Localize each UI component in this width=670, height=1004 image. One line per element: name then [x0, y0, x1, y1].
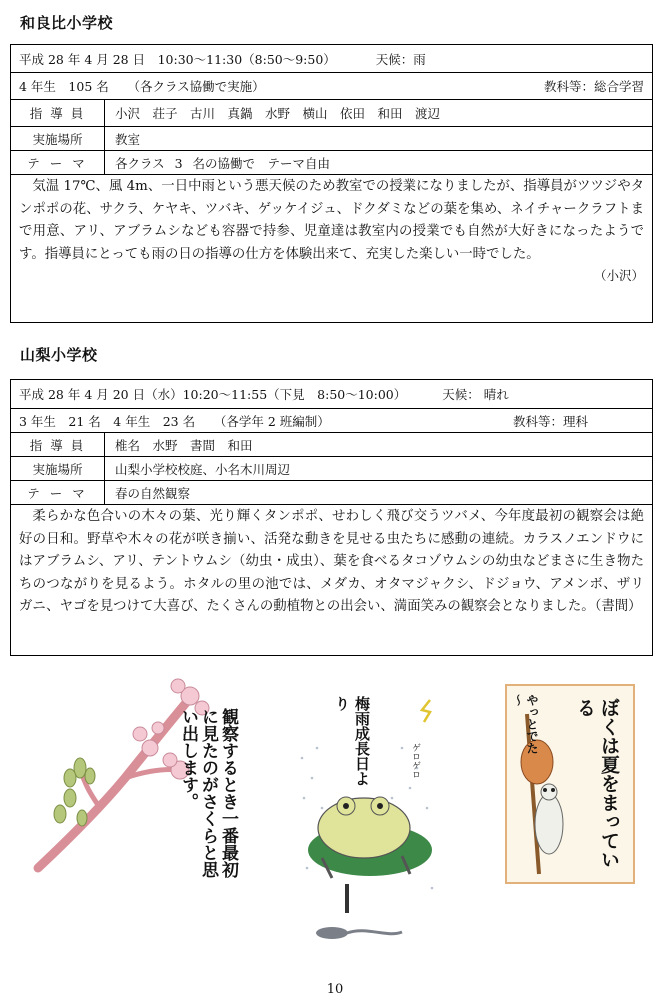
- drawing-cicada: [505, 684, 635, 884]
- signature: （小沢）: [593, 268, 644, 284]
- drawing-1-caption: 観察するとき一番最初に見たのがさくらと思い出します。: [178, 708, 238, 878]
- school-heading-2: 山梨小学校: [20, 346, 98, 364]
- drawing-3-main: ぼくは夏をまっている: [574, 698, 620, 869]
- leaders-row: [11, 100, 652, 127]
- grade-row: [11, 409, 652, 433]
- report-table-1: [10, 44, 653, 323]
- page-number: 10: [326, 982, 344, 997]
- drawing-2-sound: ゲロゲロ: [410, 743, 420, 779]
- school-heading-1: 和良比小学校: [20, 14, 114, 32]
- place-label: 実施場所: [11, 127, 105, 150]
- date-row: [11, 45, 652, 73]
- theme-row: [11, 151, 652, 175]
- theme-label: テ ー マ: [11, 151, 105, 174]
- leaders: 小沢 荘子 古川 真鍋 水野 横山 依田 和田 渡辺: [115, 106, 441, 121]
- date-time: 平成 28 年 4 月 20 日（水）10:20～11:55（下見 8:50～10:00）: [19, 387, 407, 402]
- place-row: [11, 457, 652, 481]
- subject: 教科等：総合学習: [543, 79, 644, 94]
- date-time: 平成 28 年 4 月 28 日 10:30～11:30（8:50～9:50）: [19, 51, 336, 67]
- children-drawings: [0, 668, 670, 968]
- place: 教室: [115, 131, 141, 147]
- place-row: [11, 127, 652, 151]
- report-body-1: 気温 17℃、風 4m、一日中雨という悪天候のため教室での授業になりましたが、指導員がツツジやタンポポの花、サクラ、ケヤキ、ツバキ、ゲッケイジュ、ドクダミなどの葉を集め、ネイチャークラフトまで用意、アリ、アブラムシなども容器で持参、児童達は教室内の授業でも自然が大好きになったようです。指導員にとっても雨の日の指導の仕方を体験出来て、充実した楽しい一時でした。: [19, 179, 644, 262]
- report-body-2: 柔らかな色合いの木々の葉、光り輝くタンポポ、せわしく飛び交うツバメ、今年度最初の観察会は絶好の日和。野草や木々の花が咲き揃い、活発な動きを見せる虫たちに感動の連続。カラスノエンドウにはアブラムシ、アリ、テントウムシ（幼虫・成虫）、葉を食べるタコゾウムシの幼虫などまさに生き物たちのつながりを見るよう。ホタルの里の池では、メダカ、オタマジャクシ、ドジョウ、アメンボ、ザリガニ、ヤゴを見つけて大喜び、たくさんの動植物との出会い、満面笑みの観察会となりました。（書間）: [19, 509, 644, 615]
- grade: 3 年生 21 名 4 年生 23 名 （各学年 2 班編制）: [19, 413, 330, 429]
- drawing-3-top: やっとでた～: [511, 694, 539, 754]
- drawing-cherry-blossom: [30, 668, 280, 883]
- drawing-2-title: 梅雨成長日より: [333, 696, 371, 786]
- date-row: [11, 380, 652, 409]
- grade: 4 年生 105 名 （各クラス協働で実施）: [19, 79, 265, 94]
- place-label: 実施場所: [11, 457, 105, 480]
- theme: 各クラス 3 名の協働で テーマ自由: [115, 155, 331, 171]
- leaders-label: 指 導 員: [11, 100, 105, 126]
- theme-row: [11, 481, 652, 505]
- theme-label: テ ー マ: [11, 481, 105, 504]
- leaders-label: 指 導 員: [11, 433, 105, 456]
- leaders: 椎名 水野 書間 和田: [115, 437, 253, 453]
- drawing-frog: [292, 688, 442, 953]
- subject: 教科等：理科: [512, 413, 588, 429]
- leaders-row: [11, 433, 652, 457]
- theme: 春の自然観察: [115, 485, 191, 501]
- place: 山梨小学校校庭、小名木川周辺: [115, 461, 291, 477]
- report-table-2: [10, 379, 653, 656]
- cherry-branch-illustration: [30, 668, 280, 883]
- weather: 天候： 晴れ: [442, 387, 509, 402]
- weather: 天候：雨: [375, 51, 426, 67]
- grade-row: [11, 73, 652, 100]
